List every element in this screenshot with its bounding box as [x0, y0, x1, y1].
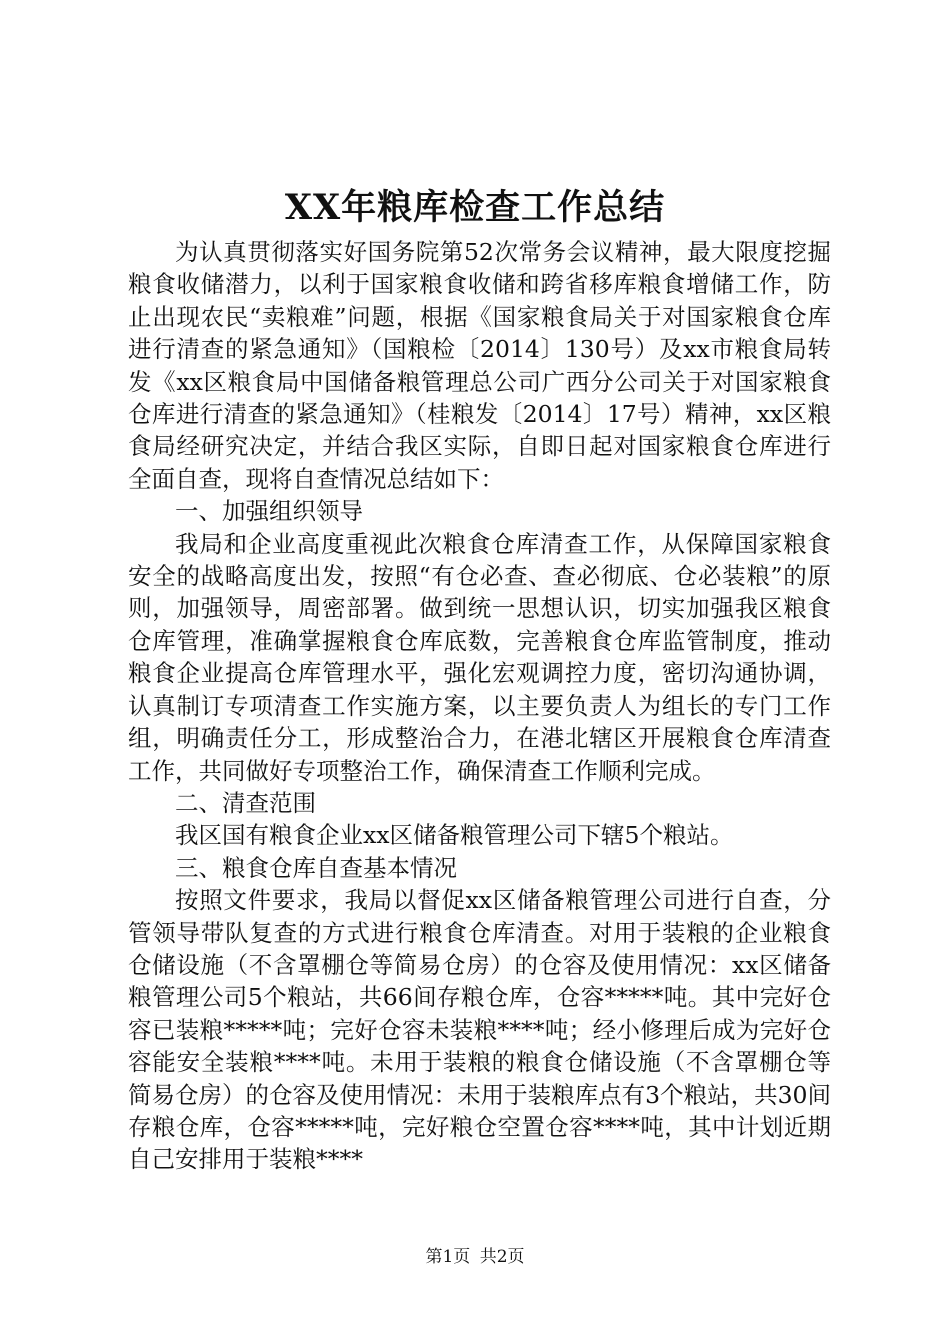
paragraph-section-3: 按照文件要求，我局以督促xx区储备粮管理公司进行自查，分管领导带队复查的方式进行粮食仓库清查。对用于装粮的企业粮食仓储设施（不含罩棚仓等简易仓房）的仓容及使用情况：xx区储备粮管理公司5个粮站，共66间存粮仓库，仓容*****吨。其中完好仓容已装粮*****吨；完好仓容未装粮****吨；经小修理后成为完好仓容能安全装粮****吨。未用于装粮的粮食仓储设施（不含罩棚仓等简易仓房）的仓容及使用情况：未用于装粮库点有3个粮站，共30间存粮仓库，仓容*****吨，完好粮仓空置仓容****吨，其中计划近期自己安排用于装粮**** — [128, 886, 831, 1174]
section-heading-1: 一、加强组织领导 — [175, 497, 363, 526]
page-title: XX年粮库检查工作总结 — [284, 187, 666, 228]
page-total: 共2页 — [479, 1247, 525, 1267]
section-heading-2: 二、清查范围 — [175, 788, 316, 817]
paragraph-intro: 为认真贯彻落实好国务院第52次常务会议精神，最大限度挖掘粮食收储潜力，以利于国家粮食收储和跨省移库粮食增储工作，防止出现农民“卖粮难”问题，根据《国家粮食局关于对国家粮食仓库进行清查的紧急通知》（国粮检〔2014〕130号）及xx市粮食局转发《xx区粮食局中国储备粮管理总公司广西分公司关于对国家粮食仓库进行清查的紧急通知》（桂粮发〔2014〕17号）精神，xx区粮食局经研究决定，并结合我区实际，自即日起对国家粮食仓库进行全面自查，现将自查情况总结如下： — [128, 238, 831, 493]
page-footer — [0, 1245, 950, 1269]
paragraph-section-1: 我局和企业高度重视此次粮食仓库清查工作，从保障国家粮食安全的战略高度出发，按照“有仓必查、查必彻底、仓必装粮”的原则，加强领导，周密部署。做到统一思想认识，切实加强我区粮食仓库管理，准确掌握粮食仓库底数，完善粮食仓库监管制度，推动粮食企业提高仓库管理水平，强化宏观调控力度，密切沟通协调，认真制订专项清查工作实施方案，以主要负责人为组长的专门工作组，明确责任分工，形成整治合力，在港北辖区开展粮食仓库清查工作，共同做好专项整治工作，确保清查工作顺利完成。 — [128, 529, 831, 785]
page-number: 第1页 — [425, 1247, 471, 1267]
section-heading-3: 三、粮食仓库自查基本情况 — [175, 853, 457, 882]
document-body — [128, 236, 831, 1176]
paragraph-section-2: 我区国有粮食企业xx区储备粮管理公司下辖5个粮站。 — [175, 821, 734, 850]
